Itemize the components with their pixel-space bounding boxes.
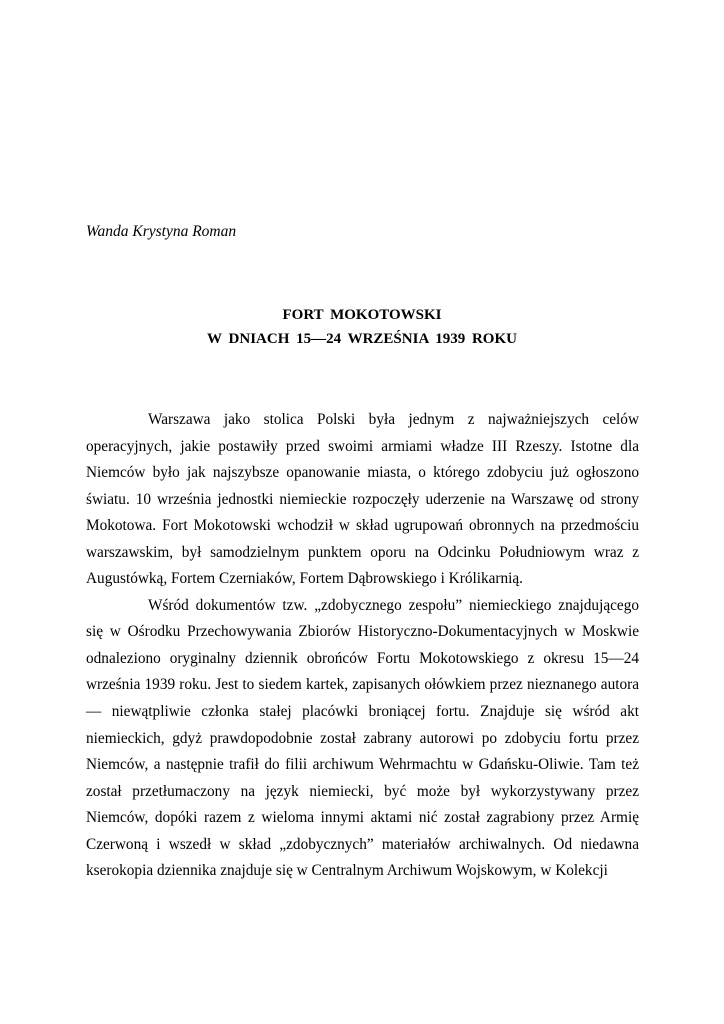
article-title [86, 303, 638, 351]
paragraph-1: Warszawa jako stolica Polski była jednym z najważniejszych celów operacyjnych, jakie postawiły przed swoimi armiami władze III Rzeszy. Istotne dla Niemców było jak najszybsze opanowanie miasta, o którego zdobyciu już ogłoszono światu. 10 września jednostki niemieckie rozpoczęły uderzenie na Warszawę od strony Mokotowa. Fort Mokotowski wchodził w skład ugrupowań obronnych na przedmościu warszawskim, był samodzielnym punktem oporu na Odcinku Południowym wraz z Augustówką, Fortem Czerniaków, Fortem Dąbrowskiego i Królikarnią. [86, 411, 639, 588]
author-name: Wanda Krystyna Roman [86, 223, 237, 240]
title-line-1: FORT MOKOTOWSKI [282, 307, 442, 323]
paragraph-2: Wśród dokumentów tzw. „zdobycznego zespołu” niemieckiego znajdującego się w Ośrodku Przechowywania Zbiorów Historyczno-Dokumentacyjnych w Moskwie odnaleziono oryginalny dziennik obrońców Fortu Mokotowskiego z okresu 15—24 września 1939 roku. Jest to siedem kartek, zapisanych ołówkiem przez nieznanego autora — niewątpliwie członka stałej placówki broniącej fortu. Znajduje się wśród akt niemieckich, gdyż prawdopodobnie został zabrany autorowi po zdobyciu fortu przez Niemców, a następnie trafił do filii archiwum Wehrmachtu w Gdańsku-Oliwie. Tam też został przetłumaczony na język niemiecki, być może był wykorzystywany przez Niemców, dopóki razem z wieloma innymi aktami nić został zagrabiony przez Armię Czerwoną i wszedł w skład „zdobycznych” materiałów archiwalnych. Od niedawna kserokopia dziennika znajduje się w Centralnym Archiwum Wojskowym, w Kolekcji [86, 596, 639, 880]
title-line-2: W DNIACH 15—24 WRZEŚNIA 1939 ROKU [207, 331, 517, 347]
article-body [86, 407, 639, 885]
